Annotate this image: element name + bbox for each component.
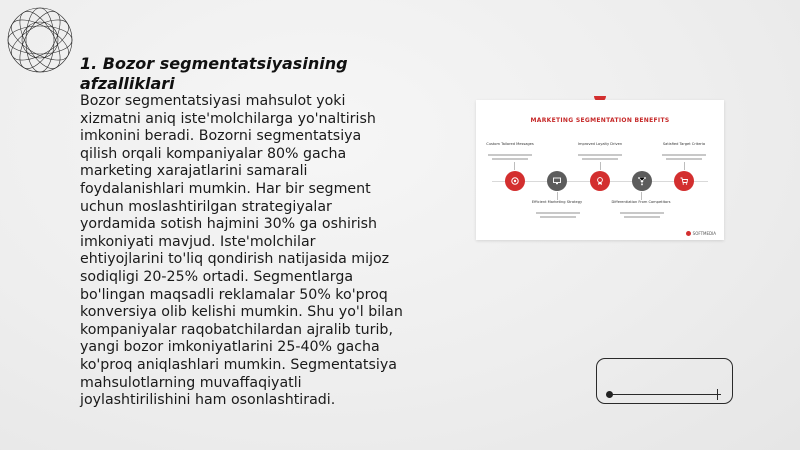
spirograph-logo-icon — [4, 4, 76, 76]
infographic-label-top-1: Custom Tailored Messages — [486, 142, 534, 146]
infographic-connector — [557, 192, 558, 200]
infographic-desc-line — [662, 154, 706, 156]
infographic-desc-line — [540, 216, 576, 218]
infographic-label-top-3: Satisfied Target Criteria — [662, 142, 706, 146]
infographic-label-bottom-2: Differentiation From Competitors — [611, 200, 671, 204]
infographic-brand-logo — [686, 231, 716, 236]
monitor-icon — [547, 171, 567, 191]
slide-body-text: Bozor segmentatsiyasi mahsulot yoki xizmatni aniq iste'molchilarga yo'naltirish imkonini beradi. Bozorni segmentatsiya qilish orqali kompaniyalar 80% gacha marketing xarajatlarini samarali foydalanishlari mumkin. Har bir segment uchun moslashtirilgan strategiyalar yordamida sotish hajmini 30% ga oshirish imkoniyati mavjud. Iste'molchilar ehtiyojlarini to'liq qondirish natijasida mijoz sodiqligi 20-25% ortadi. Segmentlarga bo'lingan maqsadli reklamalar 50% ko'proq konversiya olib kelishi mumkin. Shu yo'l bilan kompaniyalar raqobatchilardan ajralib turib, yangi bozor imkoniyatlarini 25-40% gacha ko'proq aniqlashlari mumkin. Segmentatsiya mahsulotlarning muvaffaqiyatli joylashtirilishini ham osonlashtiradi. — [80, 93, 403, 409]
infographic-label-bottom-1: Efficient Marketing Strategy — [531, 200, 583, 204]
infographic-label-top-2: Improved Loyalty Driven — [577, 142, 623, 146]
infographic-image — [476, 100, 724, 240]
infographic-desc-line — [578, 154, 622, 156]
infographic-connector — [600, 162, 601, 170]
infographic-desc-line — [536, 212, 580, 214]
media-player-control[interactable] — [596, 358, 733, 404]
badge-icon — [590, 171, 610, 191]
network-icon — [632, 171, 652, 191]
brand-dot-icon — [686, 231, 691, 236]
player-seek-handle[interactable] — [606, 391, 613, 398]
infographic-desc-line — [492, 158, 528, 160]
player-seek-track[interactable] — [609, 394, 721, 395]
infographic-desc-line — [488, 154, 532, 156]
target-icon — [505, 171, 525, 191]
infographic-desc-line — [666, 158, 702, 160]
infographic-desc-line — [582, 158, 618, 160]
infographic-connector — [641, 192, 642, 200]
infographic-title: MARKETING SEGMENTATION BENEFITS — [530, 117, 670, 124]
player-track-end-marker — [717, 389, 718, 400]
slide-title: 1. Bozor segmentatsiyasining afzalliklari — [80, 54, 348, 93]
infographic-desc-line — [620, 212, 664, 214]
cart-icon — [674, 171, 694, 191]
infographic-connector — [514, 162, 515, 170]
infographic-desc-line — [624, 216, 660, 218]
infographic-brand-text: SOFTMEDIA — [692, 231, 716, 236]
infographic-connector — [684, 162, 685, 170]
